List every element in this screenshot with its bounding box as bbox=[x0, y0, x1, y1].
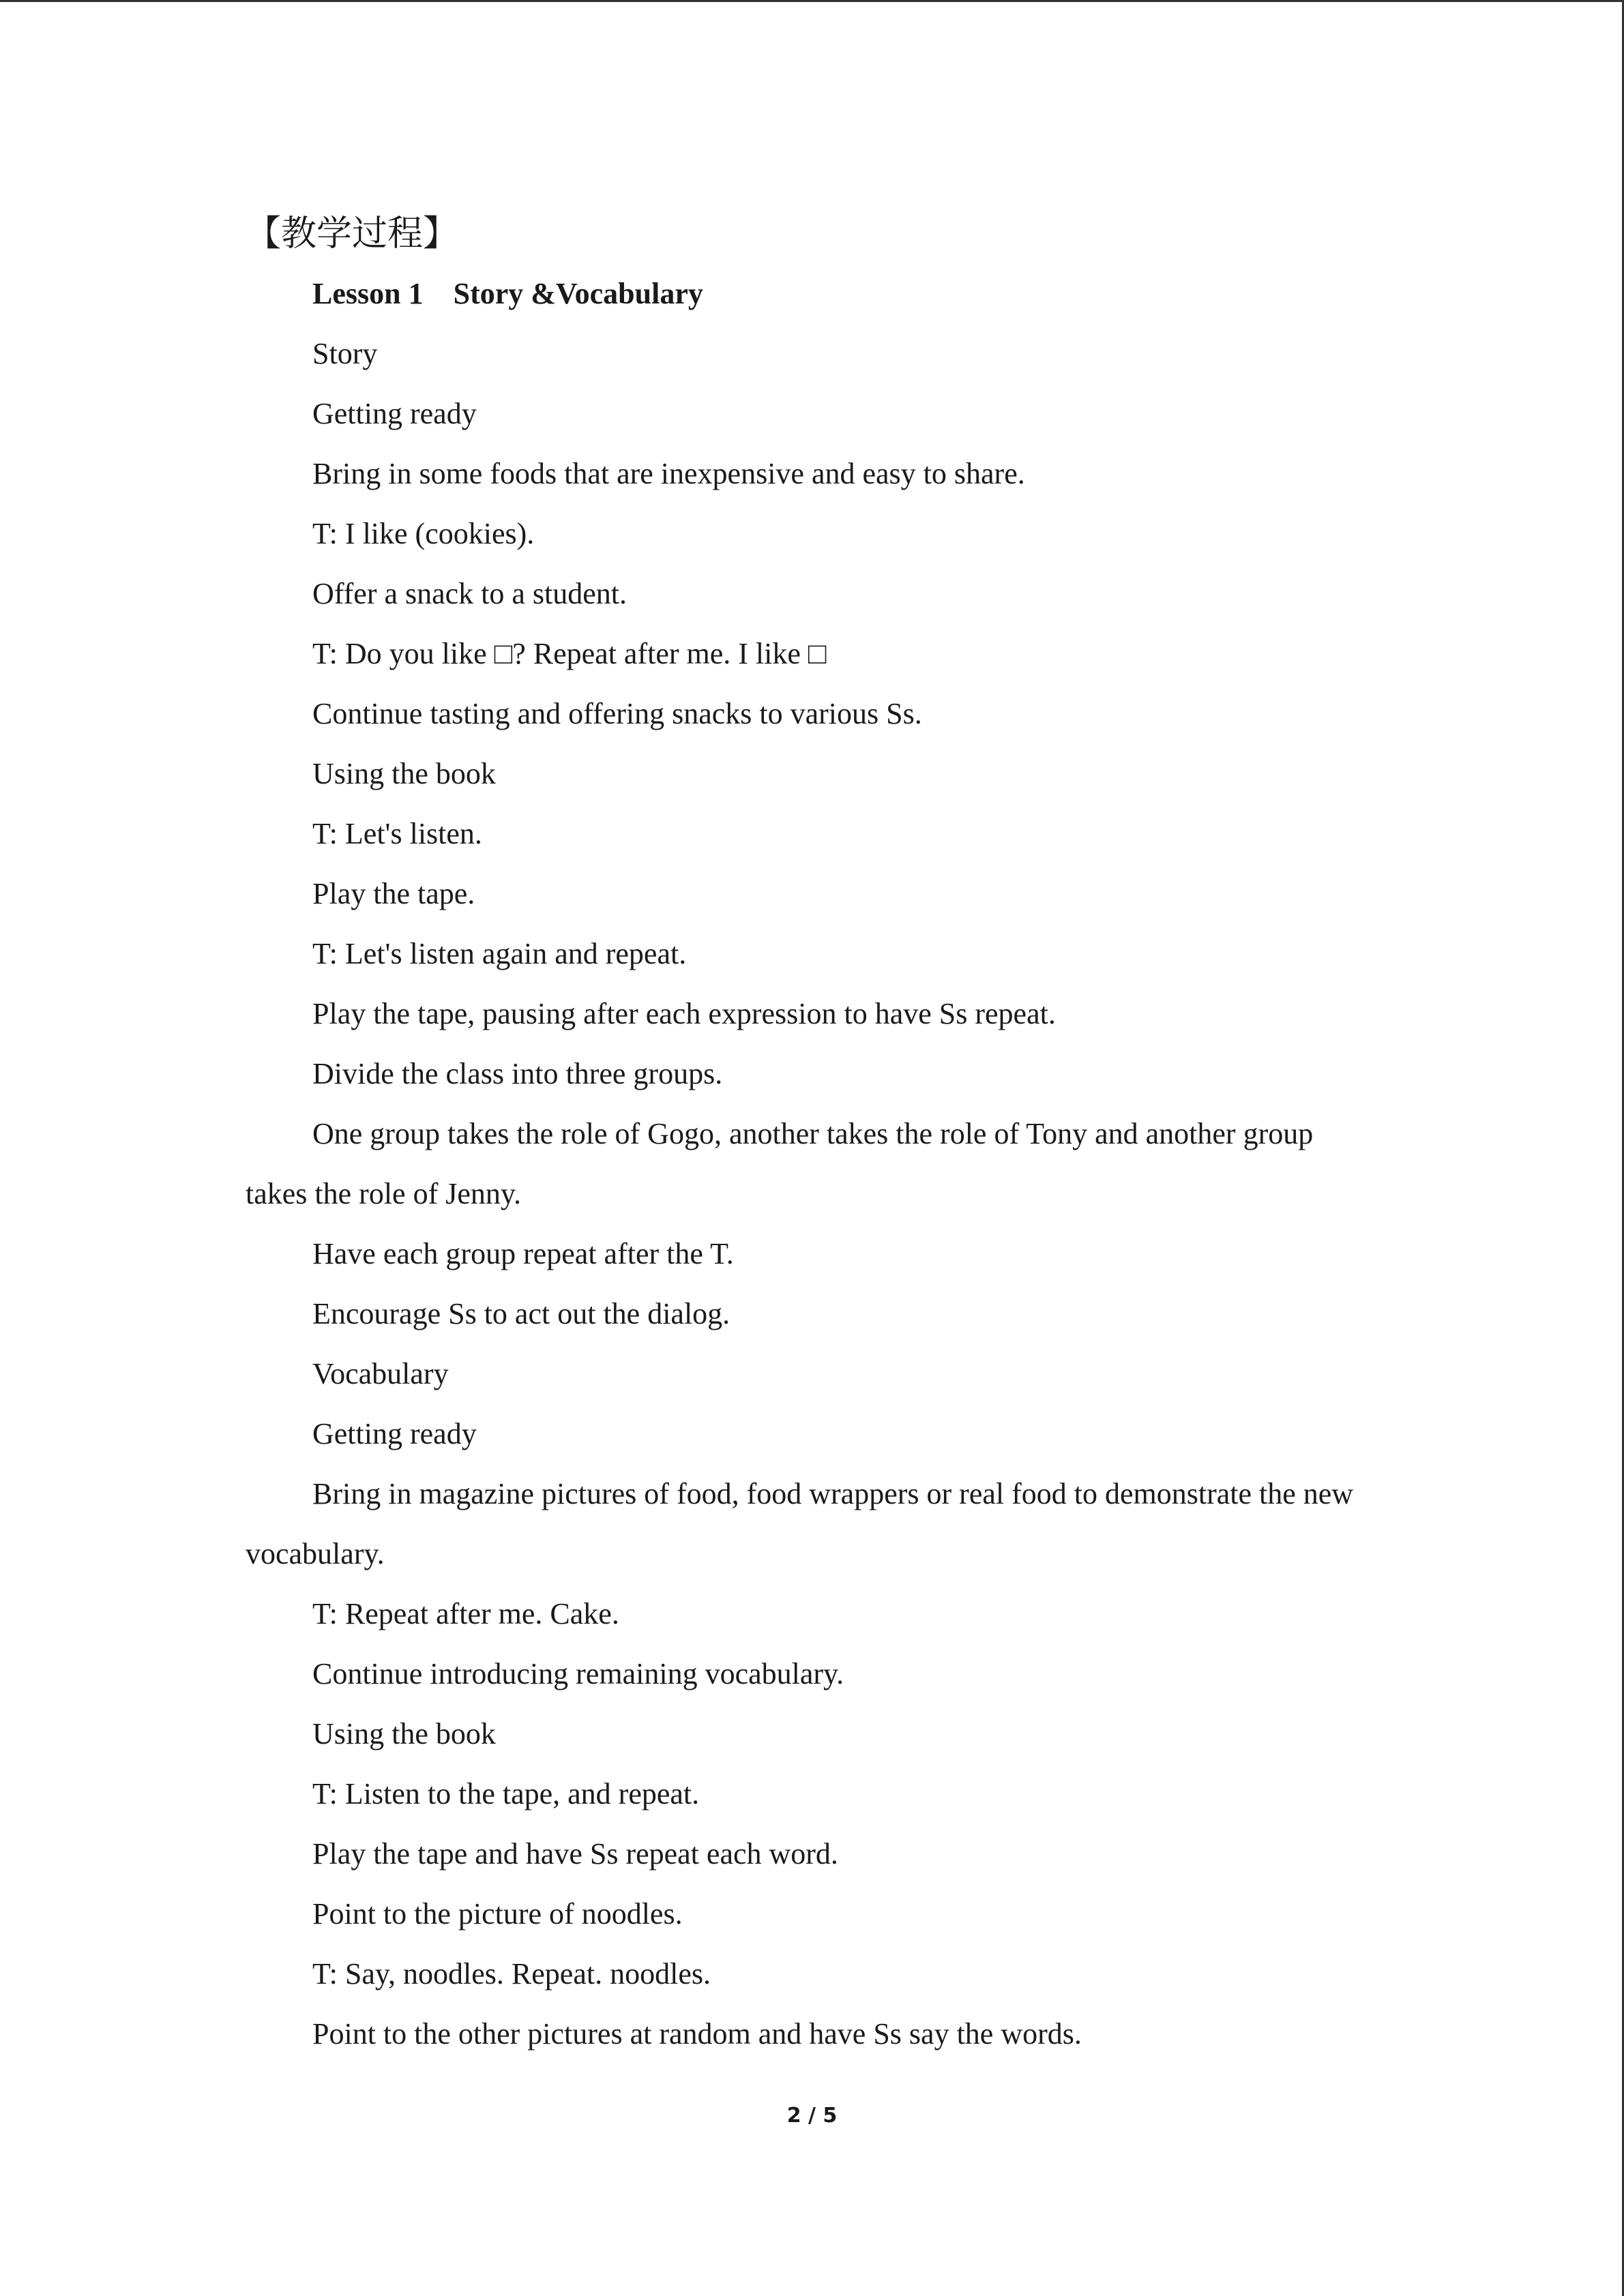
paragraph: Continue tasting and offering snacks to various Ss. bbox=[312, 697, 922, 730]
lesson-heading: Lesson 1 Story &Vocabulary bbox=[312, 277, 703, 310]
section-title: 【教学过程】 bbox=[246, 213, 459, 254]
paragraph: Bring in some foods that are inexpensive and easy to share. bbox=[312, 457, 1025, 490]
paragraph: Continue introducing remaining vocabulary. bbox=[312, 1657, 844, 1690]
paragraph: Point to the picture of noodles. bbox=[312, 1897, 683, 1930]
paragraph: Getting ready bbox=[312, 1417, 477, 1450]
paragraph: Getting ready bbox=[312, 397, 477, 430]
paragraph: T: Let's listen again and repeat. bbox=[312, 937, 687, 970]
paragraph: Play the tape and have Ss repeat each word. bbox=[312, 1837, 838, 1870]
paragraph: Using the book bbox=[312, 757, 496, 790]
paragraph: Using the book bbox=[312, 1717, 496, 1750]
paragraph: Have each group repeat after the T. bbox=[312, 1237, 734, 1270]
paragraph: Offer a snack to a student. bbox=[312, 577, 628, 610]
paragraph: Play the tape, pausing after each expression to have Ss repeat. bbox=[312, 997, 1056, 1030]
paragraph: Story bbox=[312, 337, 378, 370]
page-content bbox=[246, 204, 1378, 2064]
paragraph: Divide the class into three groups. bbox=[312, 1057, 723, 1090]
paragraph: Bring in magazine pictures of food, food wrappers or real food to demonstrate the new vocabulary. bbox=[246, 1477, 1354, 1570]
paragraph: T: Do you like □? Repeat after me. I like □ bbox=[312, 637, 827, 670]
paragraph: Encourage Ss to act out the dialog. bbox=[312, 1297, 730, 1330]
paragraph: T: Repeat after me. Cake. bbox=[312, 1597, 619, 1630]
paragraph: Vocabulary bbox=[312, 1357, 449, 1390]
paragraph: T: Say, noodles. Repeat. noodles. bbox=[312, 1957, 711, 1991]
paragraph: One group takes the role of Gogo, another takes the role of Tony and another group takes the role of Jenny. bbox=[246, 1117, 1314, 1210]
paragraph: T: Listen to the tape, and repeat. bbox=[312, 1777, 700, 1810]
page-number: 2 / 5 bbox=[786, 2104, 838, 2128]
paragraph: T: I like (cookies). bbox=[312, 517, 535, 550]
paragraph: Play the tape. bbox=[312, 877, 475, 910]
paragraph: T: Let's listen. bbox=[312, 817, 482, 850]
paragraph: Point to the other pictures at random and have Ss say the words. bbox=[312, 2017, 1082, 2051]
